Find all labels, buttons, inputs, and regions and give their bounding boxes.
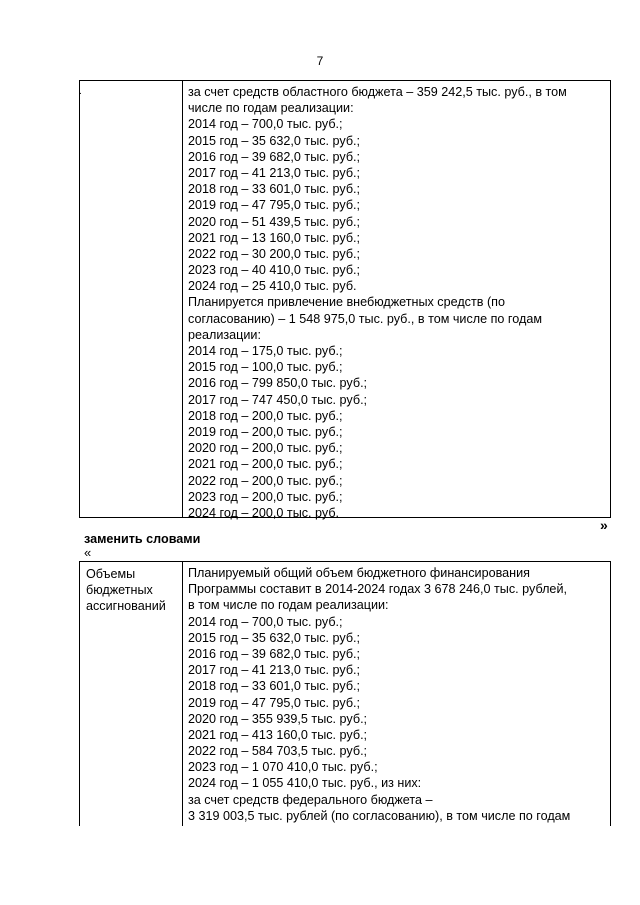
text-line: 2022 год – 200,0 тыс. руб.; [188,473,343,488]
text-line: 2020 год – 51 439,5 тыс. руб.; [188,214,361,229]
page-number: 7 [316,54,324,68]
closing-quote: » [600,517,608,533]
margin-mark: . [79,86,82,97]
row-label-line: Объемы [86,567,136,581]
text-line: 2021 год – 13 160,0 тыс. руб.; [188,230,361,245]
column-divider [182,562,183,826]
text-line: Программы составит в 2014-2024 годах 3 678 246,0 тыс. рублей, [188,582,567,597]
table-right-cell [188,565,606,824]
text-line: 2018 год – 33 601,0 тыс. руб.; [188,182,361,197]
text-line: 2015 год – 100,0 тыс. руб.; [188,360,343,375]
replace-instruction: заменить словами [84,532,201,546]
text-line: 2017 год – 41 213,0 тыс. руб.; [188,663,361,678]
text-line: 2023 год – 200,0 тыс. руб.; [188,489,343,504]
text-line: 2024 год – 25 410,0 тыс. руб. [188,279,357,294]
text-line: 2019 год – 47 795,0 тыс. руб.; [188,695,361,710]
text-line: числе по годам реализации: [188,101,354,116]
text-line: 2015 год – 35 632,0 тыс. руб.; [188,630,361,645]
text-line: реализации: [188,327,261,342]
text-line: 2016 год – 799 850,0 тыс. руб.; [188,376,368,391]
row-label-line: бюджетных [86,583,153,598]
text-line: 2018 год – 200,0 тыс. руб.; [188,408,343,423]
text-line: 2018 год – 33 601,0 тыс. руб.; [188,679,361,694]
text-line: 2023 год – 40 410,0 тыс. руб.; [188,263,361,278]
text-line: 2014 год – 700,0 тыс. руб.; [188,614,343,629]
text-line: Планируемый общий объем бюджетного финансирования [188,566,530,580]
table-left-cell [86,566,178,615]
text-line: 2022 год – 584 703,5 тыс. руб.; [188,744,368,759]
budget-table-new [79,561,611,826]
text-line: 2022 год – 30 200,0 тыс. руб.; [188,246,361,261]
text-line: в том числе по годам реализации: [188,598,389,613]
text-line: 2021 год – 413 160,0 тыс. руб.; [188,727,368,742]
text-line: 2015 год – 35 632,0 тыс. руб.; [188,133,361,148]
text-line: 2014 год – 700,0 тыс. руб.; [188,117,343,132]
text-line: за счет средств федерального бюджета – [188,792,433,807]
text-line: 2019 год – 47 795,0 тыс. руб.; [188,198,361,213]
text-line: 2017 год – 747 450,0 тыс. руб.; [188,392,368,407]
text-line: 2020 год – 200,0 тыс. руб.; [188,441,343,456]
row-label-line: ассигнований [86,599,166,614]
text-line: 2016 год – 39 682,0 тыс. руб.; [188,149,361,164]
text-line: 2016 год – 39 682,0 тыс. руб.; [188,646,361,661]
text-line: 2021 год – 200,0 тыс. руб.; [188,457,343,472]
text-line: согласованию) – 1 548 975,0 тыс. руб., в том числе по годам [188,311,542,326]
text-line: 2023 год – 1 070 410,0 тыс. руб.; [188,760,378,775]
budget-table-old [79,80,611,518]
text-line: 2014 год – 175,0 тыс. руб.; [188,344,343,358]
opening-quote: « [84,545,92,560]
text-line: за счет средств областного бюджета – 359 242,5 тыс. руб., в том [188,85,567,99]
column-divider [182,81,183,517]
text-line: 2024 год – 200,0 тыс. руб. [188,505,340,520]
text-line: 2019 год – 200,0 тыс. руб.; [188,424,343,439]
table-right-cell [188,84,606,521]
text-line: 2017 год – 41 213,0 тыс. руб.; [188,165,361,180]
text-line: 2024 год – 1 055 410,0 тыс. руб., из них: [188,776,422,791]
text-line: 2020 год – 355 939,5 тыс. руб.; [188,711,368,726]
text-line: 3 319 003,5 тыс. рублей (по согласованию), в том числе по годам [188,808,571,823]
text-line: Планируется привлечение внебюджетных средств (по [188,295,505,310]
